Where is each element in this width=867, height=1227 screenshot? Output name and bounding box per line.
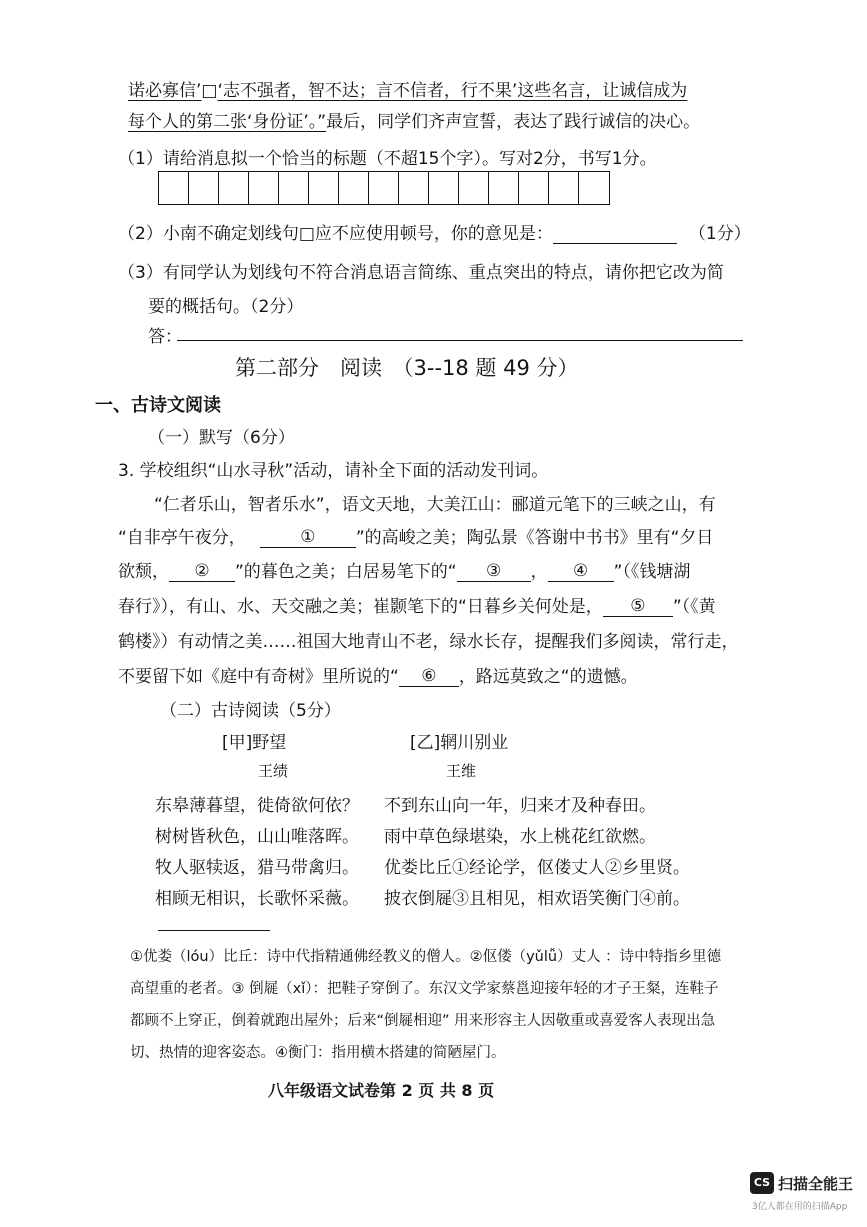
grid-cell[interactable]: [489, 172, 519, 204]
paragraph-line-1: “仁者乐山，智者乐水”，语文天地，大美江山：郦道元笔下的三峡之山，有: [154, 495, 716, 515]
watermark-name: 扫描全能王: [778, 1175, 854, 1193]
poem-b-line: 不到东山向一年，归来才及种春田。: [384, 796, 656, 816]
p3-text-c: ，: [530, 562, 548, 582]
blank-5[interactable]: ⑤: [603, 596, 673, 617]
q2-score: （1分）: [688, 224, 751, 244]
q2-answer-blank[interactable]: [553, 223, 677, 244]
question-3-title: 3. 学校组织“山水寻秋”活动，请补全下面的活动发刊词。: [118, 461, 549, 481]
poem-a-title: [甲]野望: [222, 733, 287, 753]
poem-b-line: 披衣倒屣③且相见，相欢语笑衡门④前。: [384, 889, 690, 909]
footnote-separator: [158, 930, 270, 931]
p3-text-a: 欲颓，: [118, 562, 169, 582]
footnote-line: 高望重的老者。③ 倒屣（xǐ）：把鞋子穿倒了。东汉文学家蔡邕迎接年轻的才子王粲，连鞋子: [130, 981, 719, 997]
blank-1[interactable]: ①: [260, 527, 356, 548]
paragraph-line-2: [118, 523, 713, 548]
underlined-quote-c: 每个人的第二张‘身份证’。”: [128, 112, 327, 132]
footnote-line: 都顾不上穿正，倒着就跑出屋外；后来“倒屣相迎” 用来形容主人因敬重或喜爱客人表现出急: [130, 1013, 716, 1029]
q2-text-b: 应不应使用顿号，你的意见是：: [314, 224, 553, 244]
q2-text-a: （2）小南不确定划线句: [118, 224, 299, 244]
answer-line[interactable]: [177, 340, 743, 341]
blank-2[interactable]: ②: [169, 561, 235, 582]
grid-cell[interactable]: [249, 172, 279, 204]
camscanner-logo-icon: CS: [750, 1172, 774, 1194]
footnote-line: ①优娄（lóu）比丘：诗中代指精通佛经教义的僧人。②伛偻（yǔlǚ）丈人 ：诗中特指乡里德: [130, 949, 722, 965]
paragraph-line-4: [118, 592, 716, 617]
p6-text-b: ，路远莫致之“的遗憾。: [458, 667, 638, 687]
question-3-line1: （3）有同学认为划线句不符合消息语言简练、重点突出的特点，请你把它改为简: [118, 263, 724, 283]
underlined-quote-b: ‘志不强者，智不达；言不信者，行不果’这些名言，让诚信成为: [217, 81, 688, 101]
grid-cell[interactable]: [189, 172, 219, 204]
poem-b-line: 雨中草色绿堪染，水上桃花红欲燃。: [384, 827, 656, 847]
question-1: （1）请给消息拟一个恰当的标题（不超15个字）。写对2分，书写1分。: [118, 149, 657, 169]
p3-text-d: ”（《钱塘湖: [613, 562, 691, 582]
grid-cell[interactable]: [519, 172, 549, 204]
grid-cell[interactable]: [399, 172, 429, 204]
poem-a-line: 树树皆秋色，山山唯落晖。: [155, 827, 359, 847]
question-2: [118, 219, 751, 244]
blank-3[interactable]: ③: [457, 561, 531, 582]
subsection-heading-2: （二）古诗阅读（5分）: [160, 701, 341, 721]
answer-label: 答：: [148, 327, 182, 347]
grid-cell[interactable]: [309, 172, 339, 204]
poem-a-line: 牧人驱犊返，猎马带禽归。: [155, 858, 359, 878]
section-heading: 一、古诗文阅读: [95, 395, 221, 416]
poem-b-title: [乙]辋川别业: [410, 733, 509, 753]
mark-box: □: [201, 81, 218, 101]
text-line-2: [128, 107, 700, 132]
blank-6[interactable]: ⑥: [399, 666, 459, 687]
p6-text-a: 不要留下如《庭中有奇树》里所说的“: [118, 667, 399, 687]
title-answer-grid[interactable]: [158, 171, 610, 205]
blank-4[interactable]: ④: [548, 561, 614, 582]
grid-cell[interactable]: [579, 172, 609, 204]
p4-text-a: 春行》），有山、水、天交融之美；崔颢笔下的“日暮乡关何处是，: [118, 597, 603, 617]
p3-text-b: ”的暮色之美；白居易笔下的“: [235, 562, 457, 582]
grid-cell[interactable]: [219, 172, 249, 204]
poem-b-line: 优娄比丘①经论学，伛偻丈人②乡里贤。: [384, 858, 690, 878]
p2-text-b: ”的高峻之美；陶弘景《答谢中书书》里有“夕日: [355, 528, 714, 548]
grid-cell[interactable]: [549, 172, 579, 204]
grid-cell[interactable]: [159, 172, 189, 204]
text-tail: 最后，同学们齐声宣誓，表达了践行诚信的决心。: [326, 112, 701, 132]
watermark-tagline: 3亿人都在用的扫描App: [752, 1202, 848, 1212]
paragraph-line-6: [118, 662, 638, 687]
poem-a-author: 王绩: [258, 762, 289, 780]
poem-a-line: 东皋薄暮望，徙倚欲何依？: [155, 796, 359, 816]
p2-text-a: “自非亭午夜分，: [118, 528, 246, 548]
poem-b-author: 王维: [446, 762, 477, 780]
grid-cell[interactable]: [459, 172, 489, 204]
paragraph-line-3: [118, 557, 690, 582]
part-title: 第二部分 阅读 （3--18 题 49 分）: [235, 356, 579, 380]
grid-cell[interactable]: [339, 172, 369, 204]
footnote-line: 切、热情的迎客姿态。④衡门：指用横木搭建的简陋屋门。: [130, 1045, 506, 1061]
poem-a-line: 相顾无相识，长歌怀采薇。: [155, 889, 359, 909]
question-3-line2: 要的概括句。（2分）: [148, 297, 304, 317]
paragraph-line-5: 鹤楼》）有动情之美……祖国大地青山不老，绿水长存，提醒我们多阅读，常行走，: [118, 632, 739, 652]
page-footer: 八年级语文试卷第 2 页 共 8 页: [268, 1081, 495, 1100]
mark-box: □: [298, 224, 315, 244]
grid-cell[interactable]: [369, 172, 399, 204]
text-line-1: [128, 76, 687, 101]
subsection-heading: （一）默写（6分）: [148, 428, 295, 448]
p4-text-b: ”（《黄: [672, 597, 716, 617]
grid-cell[interactable]: [279, 172, 309, 204]
underlined-quote-a: 诺必寡信’: [128, 81, 202, 101]
grid-cell[interactable]: [429, 172, 459, 204]
